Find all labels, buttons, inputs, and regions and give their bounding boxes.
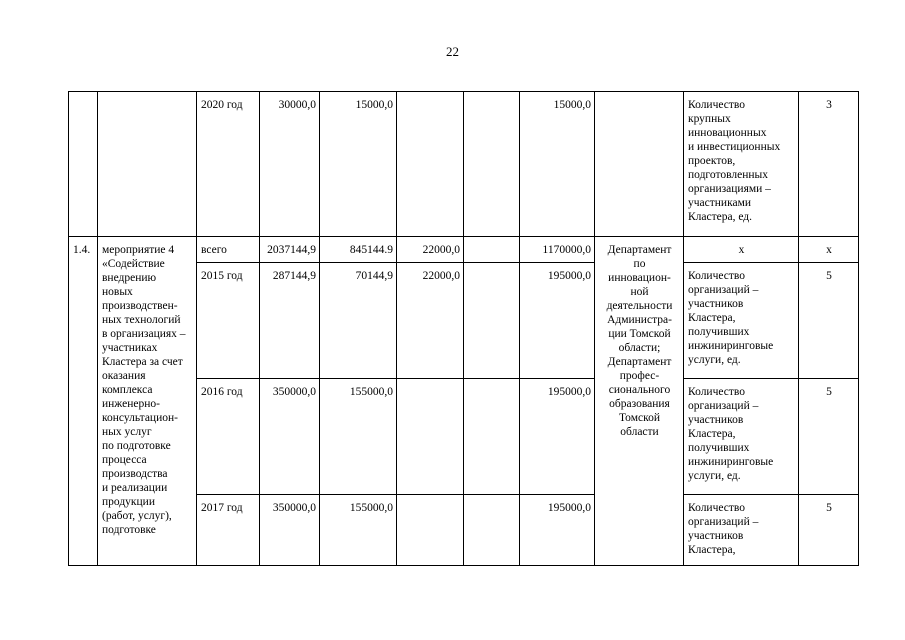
indicator-value-cell: 3 bbox=[799, 92, 859, 237]
amount-cell: 22000,0 bbox=[397, 263, 464, 379]
amount-cell bbox=[397, 495, 464, 566]
year-cell: 2016 год bbox=[197, 379, 260, 495]
indicator-cell: Количество организаций – участников Кластера, получивших инжиниринговые услуги, ед. bbox=[684, 263, 799, 379]
amount-cell: 195000,0 bbox=[520, 495, 595, 566]
amount-cell bbox=[464, 263, 520, 379]
indicator-cell: Количество организаций – участников Кластера, получивших инжиниринговые услуги, ед. bbox=[684, 379, 799, 495]
amount-cell: 70144,9 bbox=[320, 263, 397, 379]
total-cell: 2037144,9 bbox=[260, 237, 320, 263]
description-cell bbox=[98, 92, 197, 237]
amount-cell bbox=[464, 379, 520, 495]
amount-cell bbox=[464, 495, 520, 566]
program-table bbox=[68, 91, 859, 566]
amount-cell bbox=[397, 92, 464, 237]
year-cell: 2015 год bbox=[197, 263, 260, 379]
indicator-cell: Количество организаций – участников Кластера, bbox=[684, 495, 799, 566]
amount-cell: 845144.9 bbox=[320, 237, 397, 263]
amount-cell: 15000,0 bbox=[320, 92, 397, 237]
year-cell: 2017 год bbox=[197, 495, 260, 566]
total-cell: 287144,9 bbox=[260, 263, 320, 379]
amount-cell: 155000,0 bbox=[320, 495, 397, 566]
indicator-value-cell: 5 bbox=[799, 263, 859, 379]
table-row bbox=[69, 92, 859, 237]
amount-cell bbox=[397, 379, 464, 495]
amount-cell: 22000,0 bbox=[397, 237, 464, 263]
item-description-cell: мероприятие 4 «Содействие внедрению новых производствен- ных технологий в организациях – участниках Кластера за счет оказания комплекса инженерно- консультацион- ных услуг по подготовке процесса производства и реализации продукции (работ, услуг), подготовке bbox=[98, 237, 197, 566]
amount-cell: 195000,0 bbox=[520, 263, 595, 379]
table-row bbox=[69, 237, 859, 263]
amount-cell: 1170000,0 bbox=[520, 237, 595, 263]
indicator-value-cell: х bbox=[799, 237, 859, 263]
item-number-cell: 1.4. bbox=[69, 237, 98, 566]
page-number: 22 bbox=[446, 44, 459, 59]
number-cell bbox=[69, 92, 98, 237]
amount-cell: 15000,0 bbox=[520, 92, 595, 237]
amount-cell: 195000,0 bbox=[520, 379, 595, 495]
year-cell: всего bbox=[197, 237, 260, 263]
amount-cell bbox=[464, 237, 520, 263]
indicator-value-cell: 5 bbox=[799, 495, 859, 566]
indicator-cell: Количество крупных инновационных и инвестиционных проектов, подготовленных организациями – участниками Кластера, ед. bbox=[684, 92, 799, 237]
year-cell: 2020 год bbox=[197, 92, 260, 237]
indicator-cell: х bbox=[684, 237, 799, 263]
amount-cell: 155000,0 bbox=[320, 379, 397, 495]
executor-cell bbox=[595, 92, 684, 237]
total-cell: 350000,0 bbox=[260, 379, 320, 495]
total-cell: 350000,0 bbox=[260, 495, 320, 566]
indicator-value-cell: 5 bbox=[799, 379, 859, 495]
executor-cell: Департамент по инновацион- ной деятельности Администра- ции Томской области; Департамент профес- сионального образования Томской области bbox=[595, 237, 684, 566]
total-cell: 30000,0 bbox=[260, 92, 320, 237]
amount-cell bbox=[464, 92, 520, 237]
